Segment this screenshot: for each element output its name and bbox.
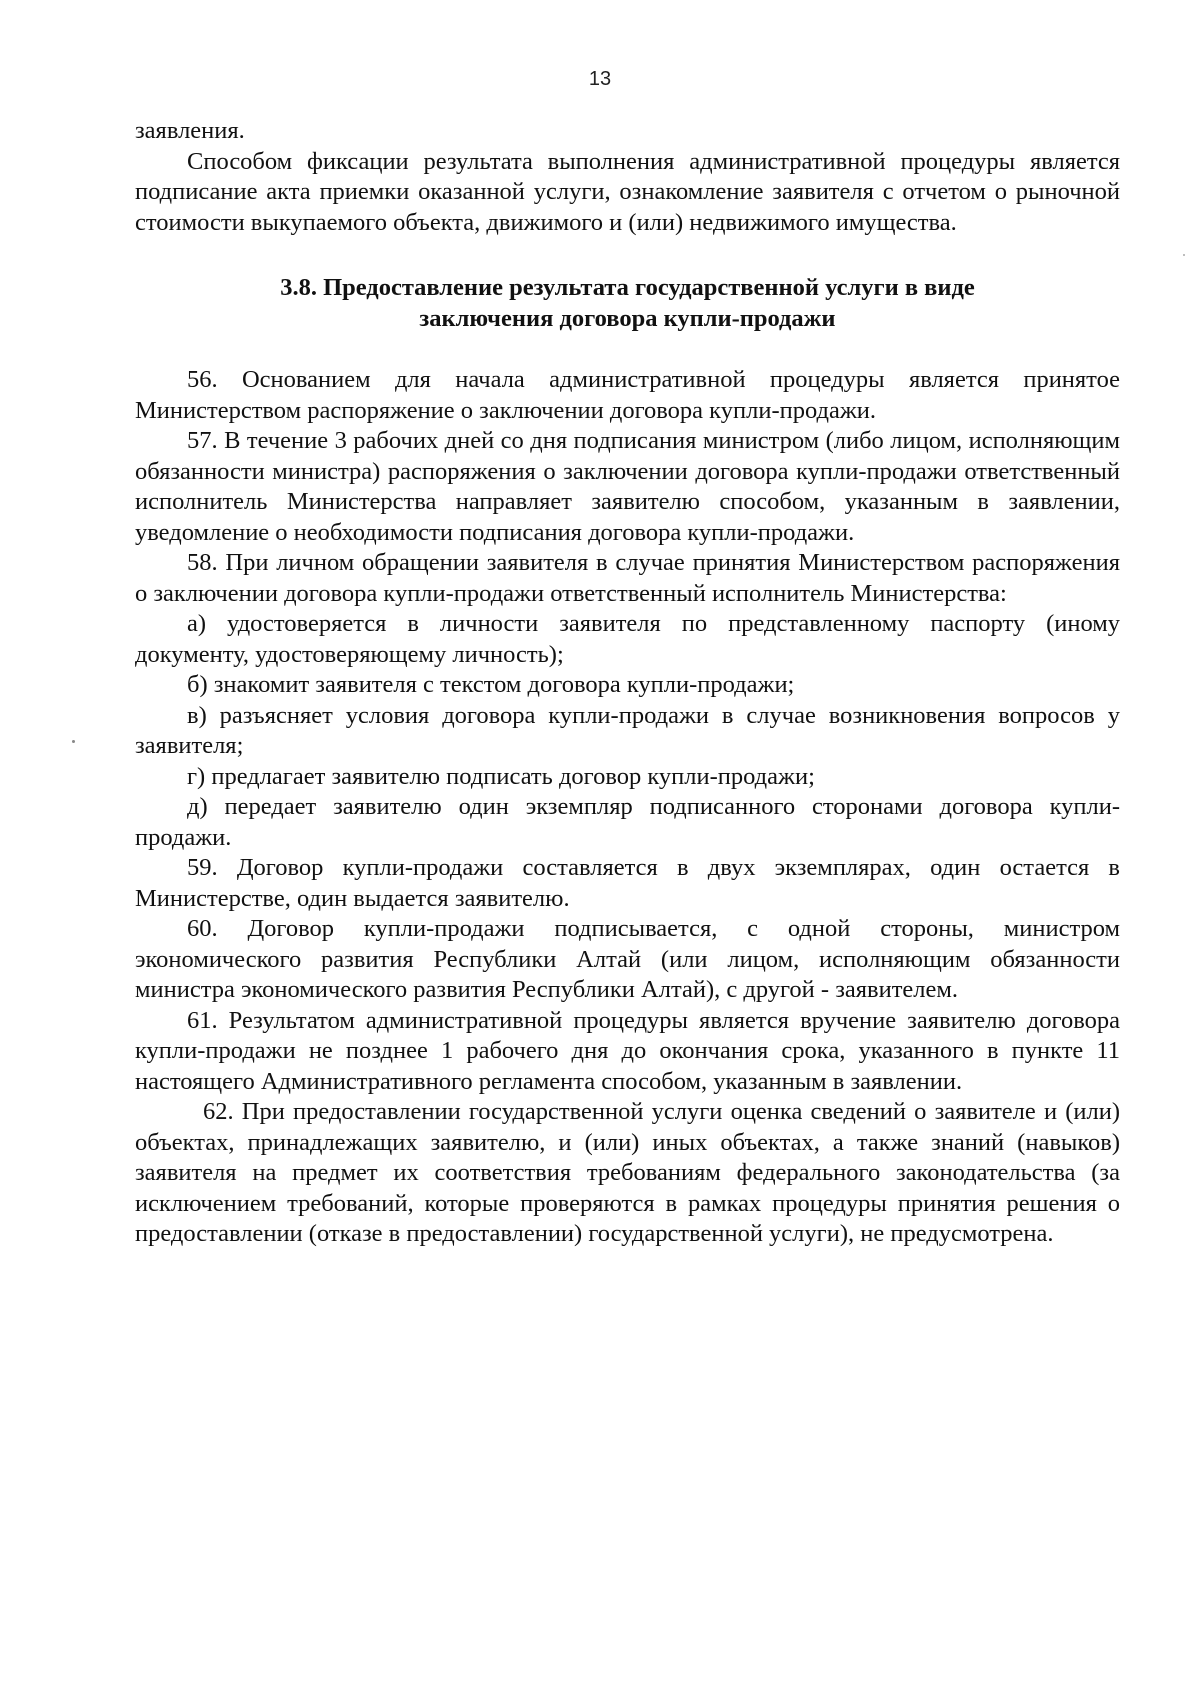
section-heading-line1: 3.8. Предоставление результата государственной услуги в виде	[280, 274, 975, 301]
paragraph-60: 60. Договор купли-продажи подписывается, с одной стороны, министром экономического развития Республики Алтай (или лицом, исполняющим обязанности министра экономического развития Республики Алтай), с другой - заявителем.	[135, 915, 1120, 1003]
page-number: 13	[588, 68, 612, 90]
paragraph-59: 59. Договор купли-продажи составляется в двух экземплярах, один остается в Министерстве, один выдается заявителю.	[135, 854, 1120, 912]
paragraph-58-g: г) предлагает заявителю подписать договор купли-продажи;	[187, 762, 815, 790]
paragraph-58-a: а) удостоверяется в личности заявителя по представленному паспорту (иному документу, удостоверяющему личность);	[135, 610, 1120, 668]
paragraph-62: 62. При предоставлении государственной услуги оценка сведений о заявителе и (или) объектах, принадлежащих заявителю, и (или) иных объектах, а также знаний (навыков) заявителя на предмет их соответствия требованиям федерального законодательства (за исключением требований, которые проверяются в рамках процедуры принятия решения о предоставлении (отказе в предоставлении) государственной услуги), не предусмотрена.	[135, 1098, 1120, 1247]
scan-speck	[1183, 254, 1185, 256]
paragraph-61: 61. Результатом административной процедуры является вручение заявителю договора купли-продажи не позднее 1 рабочего дня до окончания срока, указанного в пункте 11 настоящего Административного регламента способом, указанным в заявлении.	[135, 1006, 1120, 1095]
paragraph-58: 58. При личном обращении заявителя в случае принятия Министерством распоряжения о заключении договора купли-продажи ответственный исполнитель Министерства:	[135, 549, 1120, 607]
paragraph-57: 57. В течение 3 рабочих дней со дня подписания министром (либо лицом, исполняющим обязанности министра) распоряжения о заключении договора купли-продажи ответственный исполнитель Министерства направляет заявителю способом, указанным в заявлении, уведомление о необходимости подписания договора купли-продажи.	[135, 427, 1120, 546]
carry-over-text: заявления.	[135, 117, 245, 144]
scan-speck	[72, 740, 75, 743]
page-body	[135, 116, 1120, 1250]
section-heading	[135, 272, 1120, 334]
paragraph-58-b: б) знакомит заявителя с текстом договора купли-продажи;	[187, 671, 795, 698]
paragraph-58-v: в) разъясняет условия договора купли-продажи в случае возникновения вопросов у заявителя;	[135, 701, 1120, 759]
paragraph-fixation: Способом фиксации результата выполнения административной процедуры является подписание акта приемки оказанной услуги, ознакомление заявителя с отчетом о рыночной стоимости выкупаемого объекта, движимого и (или) недвижимого имущества.	[135, 147, 1120, 236]
section-heading-line2: заключения договора купли-продажи	[419, 305, 836, 332]
paragraph-56: 56. Основанием для начала административной процедуры является принятое Министерством распоряжение о заключении договора купли-продажи.	[135, 366, 1120, 424]
paragraph-58-d: д) передает заявителю один экземпляр подписанного сторонами договора купли-продажи.	[135, 793, 1120, 851]
